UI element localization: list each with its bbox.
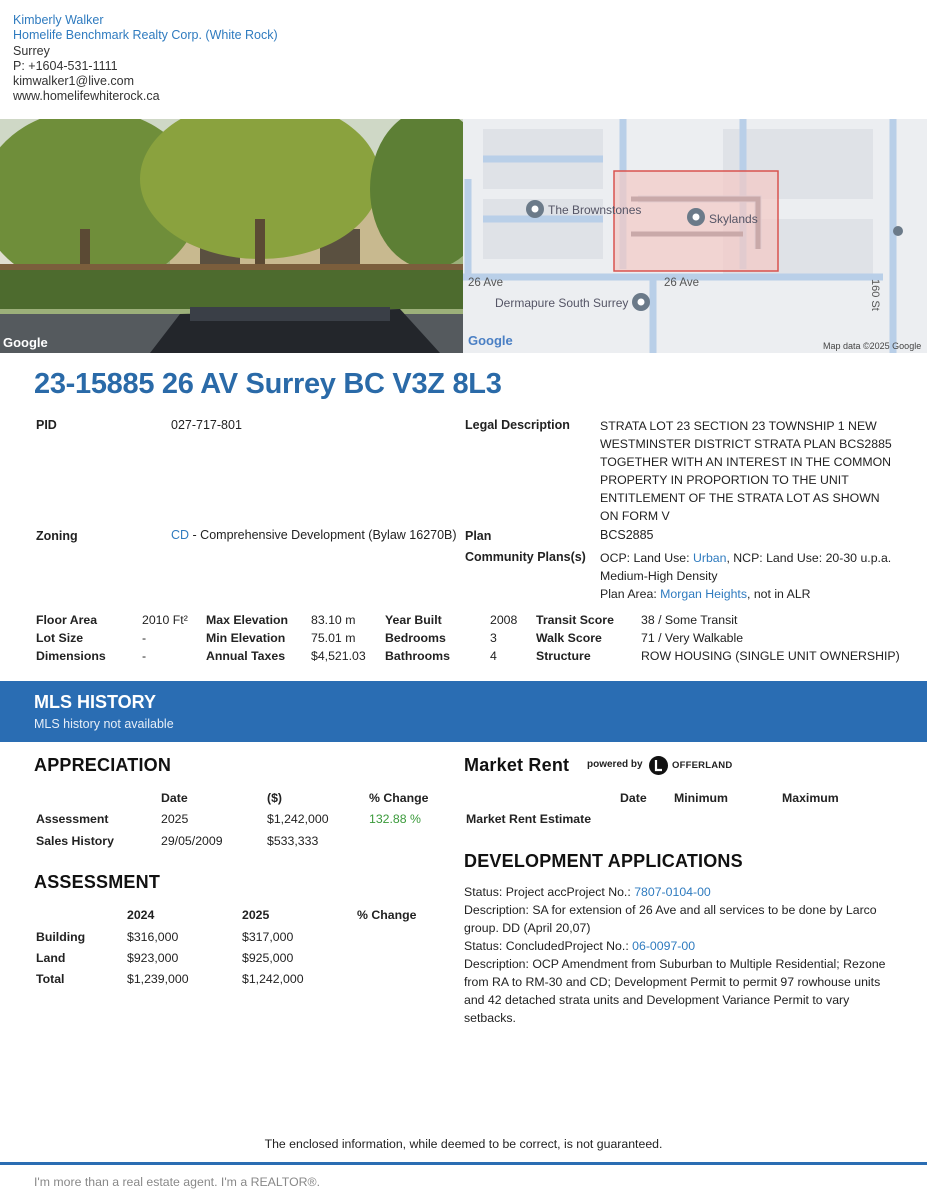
cplans-area-text: Plan Area: (600, 587, 661, 601)
map-label-dermapure: Dermapure South Surrey (495, 296, 629, 310)
market-rent-header-date: Date (620, 791, 647, 805)
market-rent-header-max: Maximum (782, 791, 839, 805)
community-plans-label: Community Plans(s) (465, 550, 586, 564)
map-label-ave-right: 26 Ave (664, 277, 699, 289)
max-elevation-value: 83.10 m (311, 613, 356, 627)
structure-value: ROW HOUSING (SINGLE UNIT OWNERSHIP) (641, 649, 900, 663)
min-elevation-value: 75.01 m (311, 631, 356, 645)
footer-tagline: I'm more than a real estate agent. I'm a REALTOR®. (34, 1175, 321, 1189)
property-address-title: 23-15885 26 AV Surrey BC V3Z 8L3 (34, 368, 502, 400)
appreciation-row-value: $533,333 (267, 834, 319, 848)
cplans-alr-text: , not in ALR (746, 587, 811, 601)
walk-score-label: Walk Score (536, 631, 602, 645)
appreciation-row-value: $1,242,000 (267, 812, 329, 826)
annual-taxes-value: $4,521.03 (311, 649, 366, 663)
agent-info (13, 13, 278, 105)
lot-size-label: Lot Size (36, 631, 84, 645)
assessment-row-label: Building (36, 930, 86, 944)
transit-score-label: Transit Score (536, 613, 614, 627)
dev-app-status-text: Status: Project accProject No.: (464, 885, 635, 899)
offerland-logo-icon (649, 756, 668, 775)
appreciation-row-label: Assessment (36, 812, 109, 826)
google-watermark-street: Google (3, 335, 48, 350)
property-images (0, 119, 927, 353)
mls-history-title: MLS HISTORY (34, 692, 157, 712)
max-elevation-label: Max Elevation (206, 613, 289, 627)
assessment-row-2024: $316,000 (127, 930, 179, 944)
dev-app-status (464, 937, 894, 955)
assessment-row-2025: $925,000 (242, 951, 294, 965)
mls-history-subtitle: MLS history not available (34, 717, 174, 731)
assessment-row-label: Total (36, 972, 65, 986)
agent-phone: P: +1604-531-1111 (13, 58, 118, 73)
appreciation-title: APPRECIATION (34, 755, 172, 775)
agent-email: kimwalker1@live.com (13, 74, 135, 89)
dimensions-value: - (142, 649, 147, 663)
assessment-row-2025: $1,242,000 (242, 972, 304, 986)
dev-app-project-number-link[interactable]: 7807-0104-00 (634, 885, 711, 899)
transit-score-value: 38 / Some Transit (641, 613, 738, 627)
appreciation-row-change: 132.88 % (369, 812, 421, 826)
pid-label: PID (36, 418, 57, 432)
assessment-title: ASSESSMENT (34, 872, 161, 892)
market-rent-estimate-label: Market Rent Estimate (466, 812, 592, 826)
bedrooms-label: Bedrooms (385, 631, 446, 645)
street-view-illustration (0, 119, 463, 353)
year-built-value: 2008 (490, 613, 518, 627)
map-attribution: Map data ©2025 Google (823, 341, 922, 351)
floor-area-label: Floor Area (36, 613, 98, 627)
map-label-ave-left: 26 Ave (468, 277, 503, 289)
map-label-brownstones: The Brownstones (548, 203, 642, 217)
footer-divider (0, 1162, 927, 1165)
appreciation-row-label: Sales History (36, 834, 114, 848)
bedrooms-value: 3 (490, 631, 497, 645)
cplans-ncp-text: , NCP: Land Use: 20-30 u.p.a. Medium-High Density (600, 551, 892, 583)
cplans-morgan-heights-link[interactable]: Morgan Heights (660, 587, 747, 601)
appreciation-header-change: % Change (369, 791, 429, 805)
map-label-160-st: 160 St (869, 279, 881, 311)
agent-website: www.homelifewhiterock.ca (13, 89, 160, 104)
development-applications-title: DEVELOPMENT APPLICATIONS (464, 851, 743, 871)
cplans-urban-link[interactable]: Urban (692, 551, 727, 565)
legal-description-label: Legal Description (465, 418, 570, 432)
zoning-value (171, 528, 457, 542)
dev-app-description: Description: OCP Amendment from Suburban to Multiple Residential; Rezone from RA to RM-30 and CD; Development Permit to permit 97 rowhouse units and 42 detached strata units and Development Variance Permit to vary setbacks. (464, 957, 886, 1025)
market-rent-title: Market Rent (464, 755, 570, 775)
market-rent-header-min: Minimum (674, 791, 728, 805)
lot-size-value: - (142, 631, 147, 645)
floor-area-value: 2010 Ft² (142, 613, 188, 627)
agent-company[interactable]: Homelife Benchmark Realty Corp. (White Rock) (13, 28, 278, 43)
appreciation-header-value: ($) (267, 791, 283, 805)
community-plans-value (600, 549, 900, 603)
dev-app-project-number-link[interactable]: 06-0097-00 (632, 939, 696, 953)
development-applications-list (464, 883, 894, 1027)
assessment-row-2024: $923,000 (127, 951, 179, 965)
zoning-description: - Comprehensive Development (Bylaw 16270B) (189, 528, 457, 542)
assessment-header-2025: 2025 (242, 908, 270, 922)
assessment-row-2024: $1,239,000 (127, 972, 189, 986)
zoning-code-link[interactable]: CD (171, 528, 190, 542)
plan-label: Plan (465, 529, 492, 543)
zoning-label: Zoning (36, 529, 78, 543)
mls-history-section (0, 681, 927, 742)
disclaimer: The enclosed information, while deemed to be correct, is not guaranteed. (264, 1137, 663, 1151)
dev-app-description: Description: SA for extension of 26 Ave and all services to be done by Larco group. DD (April 20,07) (464, 903, 877, 935)
street-view-photo (0, 119, 463, 353)
dimensions-label: Dimensions (36, 649, 106, 663)
appreciation-row-date: 2025 (161, 812, 189, 826)
assessment-row-2025: $317,000 (242, 930, 294, 944)
appreciation-header-date: Date (161, 791, 188, 805)
google-watermark-map: Google (468, 333, 513, 348)
assessment-row-label: Land (36, 951, 66, 965)
map-illustration (463, 119, 927, 353)
assessment-header-change: % Change (357, 908, 417, 922)
walk-score-value: 71 / Very Walkable (641, 631, 744, 645)
assessment-header-2024: 2024 (127, 908, 155, 922)
cplans-ocp-text: OCP: Land Use: (600, 551, 693, 565)
dev-app-status-text: Status: ConcludedProject No.: (464, 939, 633, 953)
annual-taxes-label: Annual Taxes (206, 649, 286, 663)
powered-by-text: powered by (587, 759, 643, 770)
bathrooms-value: 4 (490, 649, 497, 663)
structure-label: Structure (536, 649, 591, 663)
agent-name[interactable]: Kimberly Walker (13, 13, 104, 27)
bathrooms-label: Bathrooms (385, 649, 450, 663)
appreciation-row-date: 29/05/2009 (161, 834, 223, 848)
offerland-brand[interactable]: OFFERLAND (672, 760, 733, 771)
year-built-label: Year Built (385, 613, 442, 627)
min-elevation-label: Min Elevation (206, 631, 286, 645)
dev-app-status (464, 883, 894, 901)
plan-value: BCS2885 (600, 528, 654, 542)
legal-description-value: STRATA LOT 23 SECTION 23 TOWNSHIP 1 NEW WESTMINSTER DISTRICT STRATA PLAN BCS2885 TOGETHER WITH AN INTEREST IN THE COMMON PROPERTY IN PROPORTION TO THE UNIT ENTITLEMENT OF THE STRATA LOT AS SHOWN ON FORM V (600, 419, 892, 523)
map-label-skylands: Skylands (709, 212, 758, 226)
pid-value: 027-717-801 (171, 418, 242, 432)
agent-city: Surrey (13, 43, 50, 58)
location-map[interactable] (463, 119, 927, 353)
